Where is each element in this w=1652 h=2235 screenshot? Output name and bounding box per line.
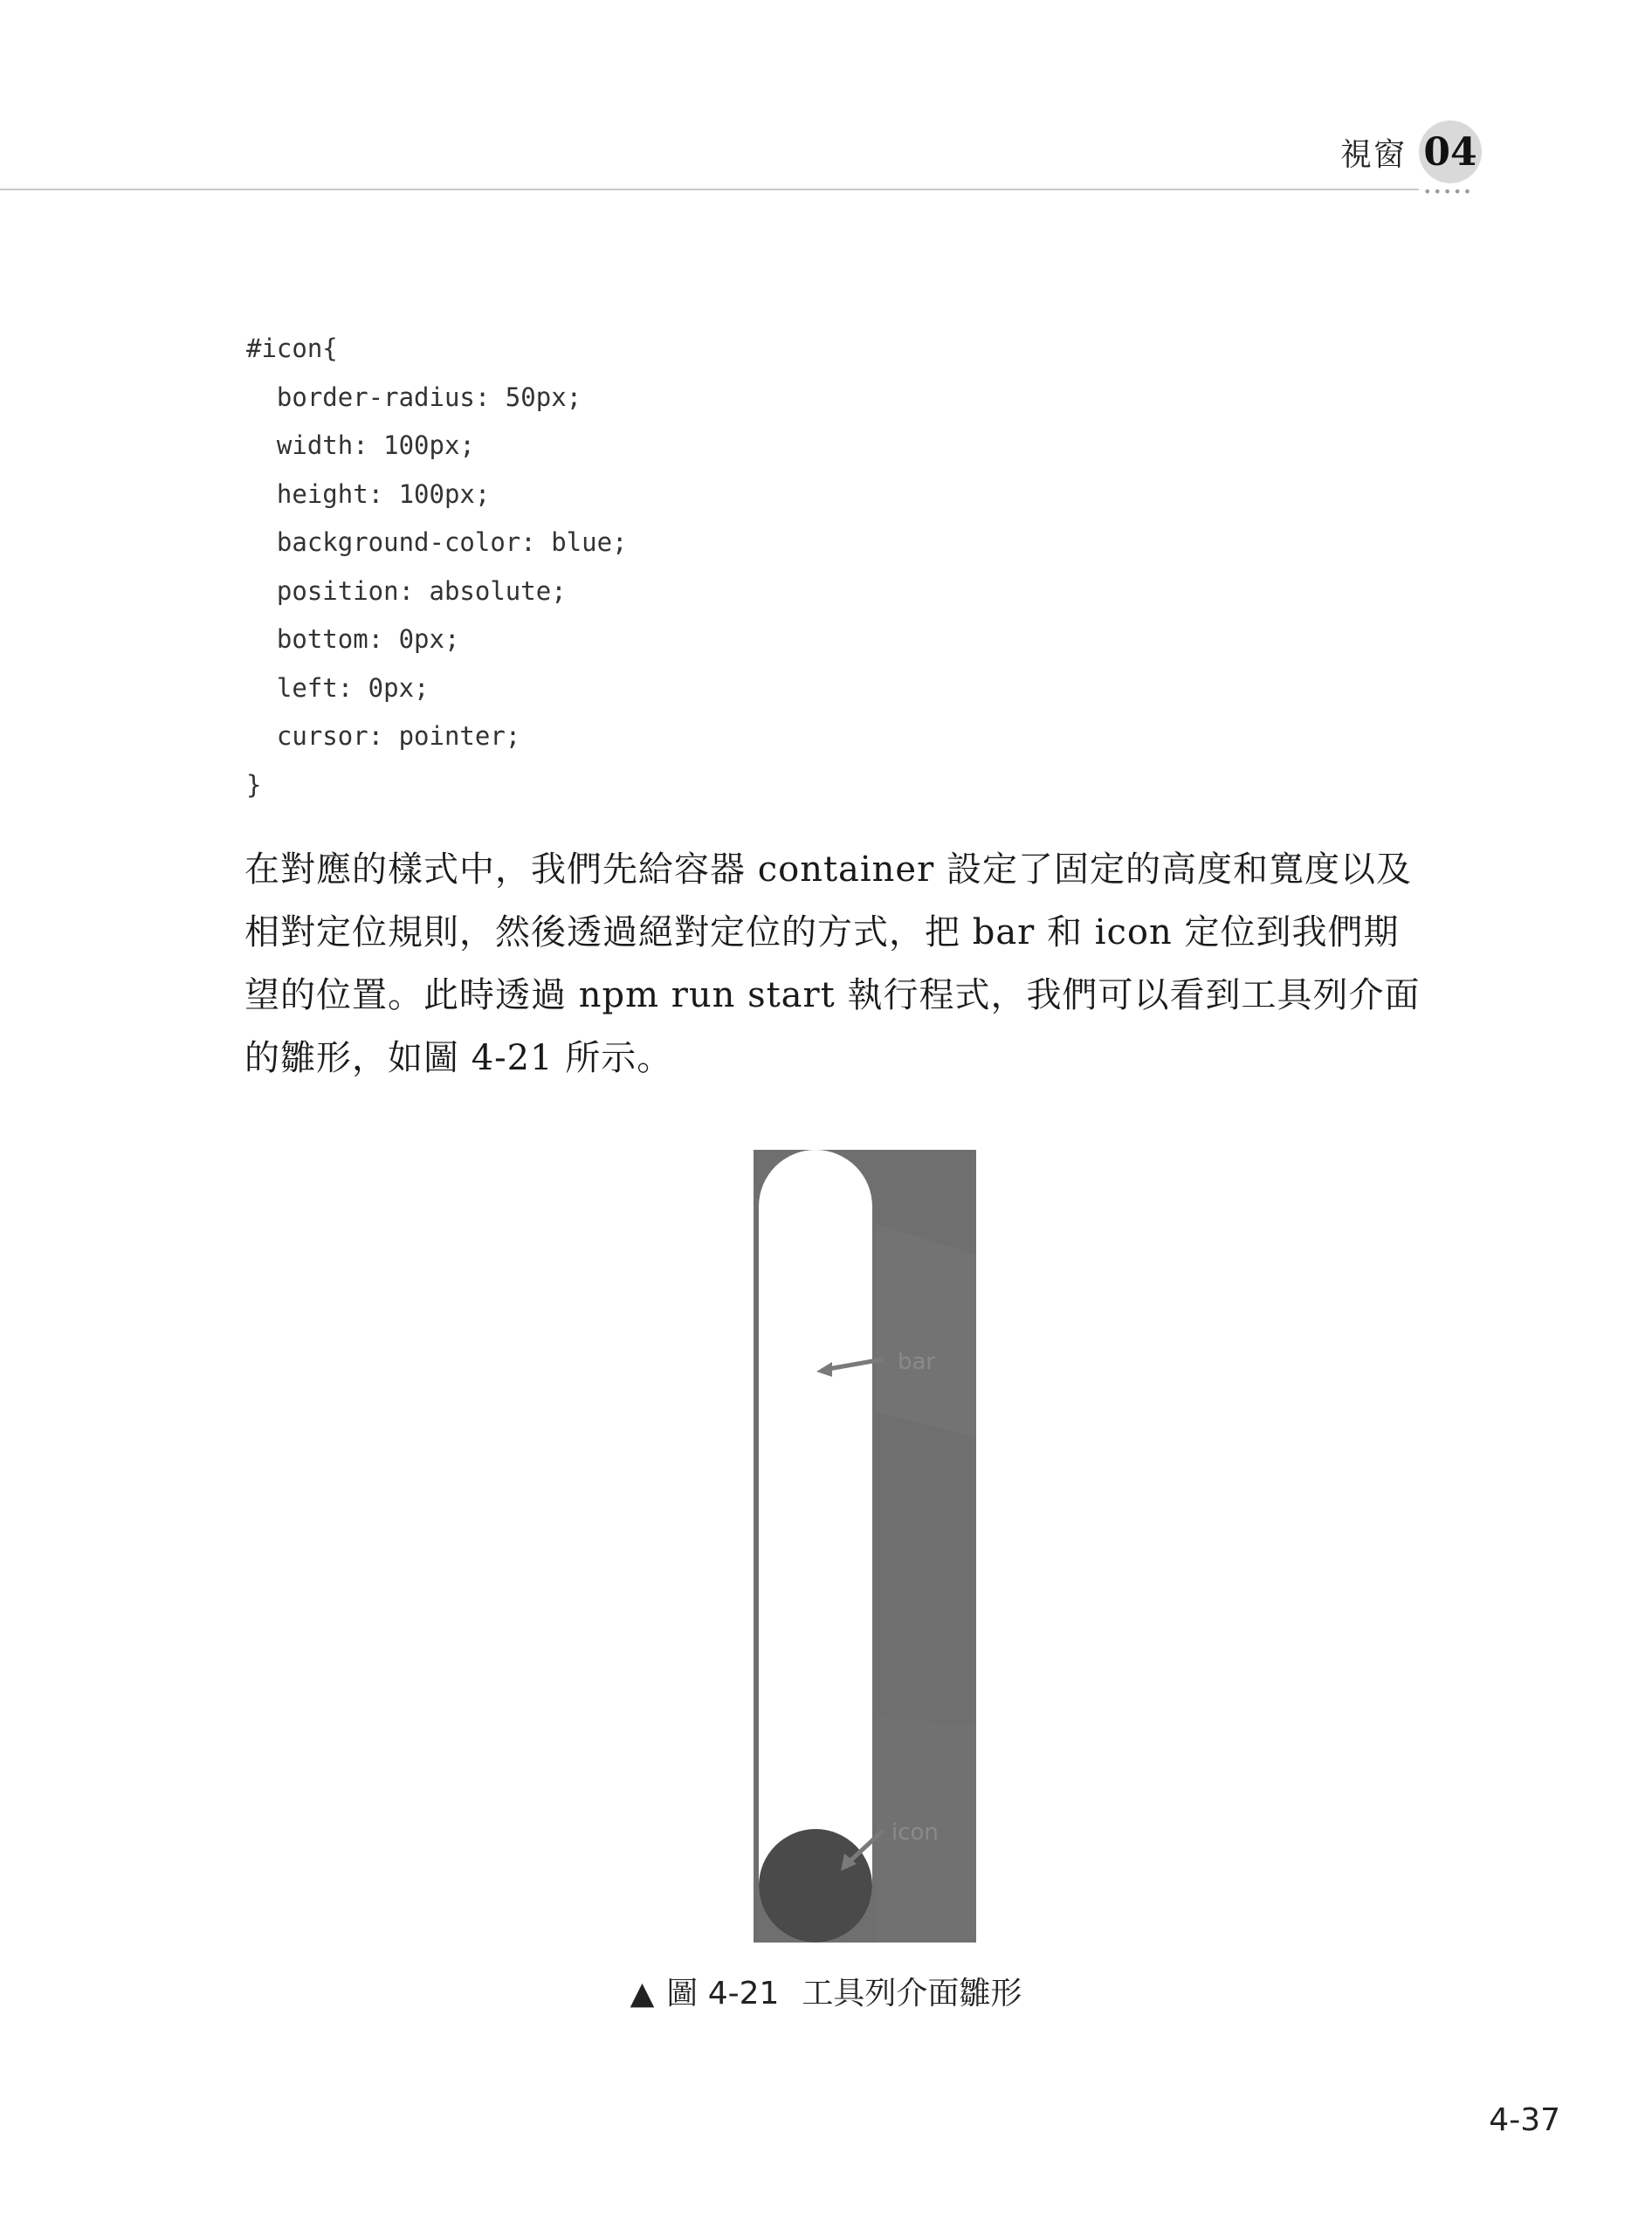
code-line: position: absolute; [246,575,567,606]
toolbar-icon-circle [759,1829,872,1943]
section-title: 視窗 [1339,136,1407,173]
code-line: background-color: blue; [246,527,628,557]
code-line: border-radius: 50px; [246,382,582,412]
figure-screenshot [754,1150,976,1943]
toolbar-prototype-figure [754,1150,976,1943]
bar-label: bar [898,1349,936,1375]
code-line: cursor: pointer; [246,721,521,751]
body-paragraph [244,838,1484,1090]
figure-number: 圖 4-21 [666,1976,780,2012]
chapter-header [1340,120,1482,183]
code-line: bottom: 0px; [246,624,460,654]
paragraph-line: 相對定位規則，然後透過絕對定位的方式，把 bar 和 icon 定位到我們期 [244,912,1400,952]
header-dots: ••••• [1423,183,1474,200]
caption-text: 工具列介面雛形 [802,1976,1022,2012]
code-line: left: 0px; [246,672,430,703]
background-window-shade [876,1224,976,1438]
code-line: height: 100px; [246,478,491,509]
header-divider [0,189,1419,190]
chapter-number-badge: 04 [1419,120,1482,183]
paragraph-line: 的雛形，如圖 4-21 所示。 [244,1038,673,1078]
toolbar-bar [759,1150,872,1943]
code-block [246,325,628,809]
code-line: #icon{ [246,334,338,363]
paragraph-line: 望的位置。此時透過 npm run start 執行程式，我們可以看到工具列介面 [244,975,1421,1015]
code-line: } [246,769,262,800]
caption-triangle-icon: ▲ [630,1976,655,2012]
paragraph-line: 在對應的樣式中，我們先給容器 container 設定了固定的高度和寬度以及 [244,849,1412,890]
icon-label: icon [891,1819,939,1846]
code-line: width: 100px; [246,430,475,460]
figure-caption [0,1969,1652,2013]
page-number: 4-37 [1489,2102,1560,2138]
